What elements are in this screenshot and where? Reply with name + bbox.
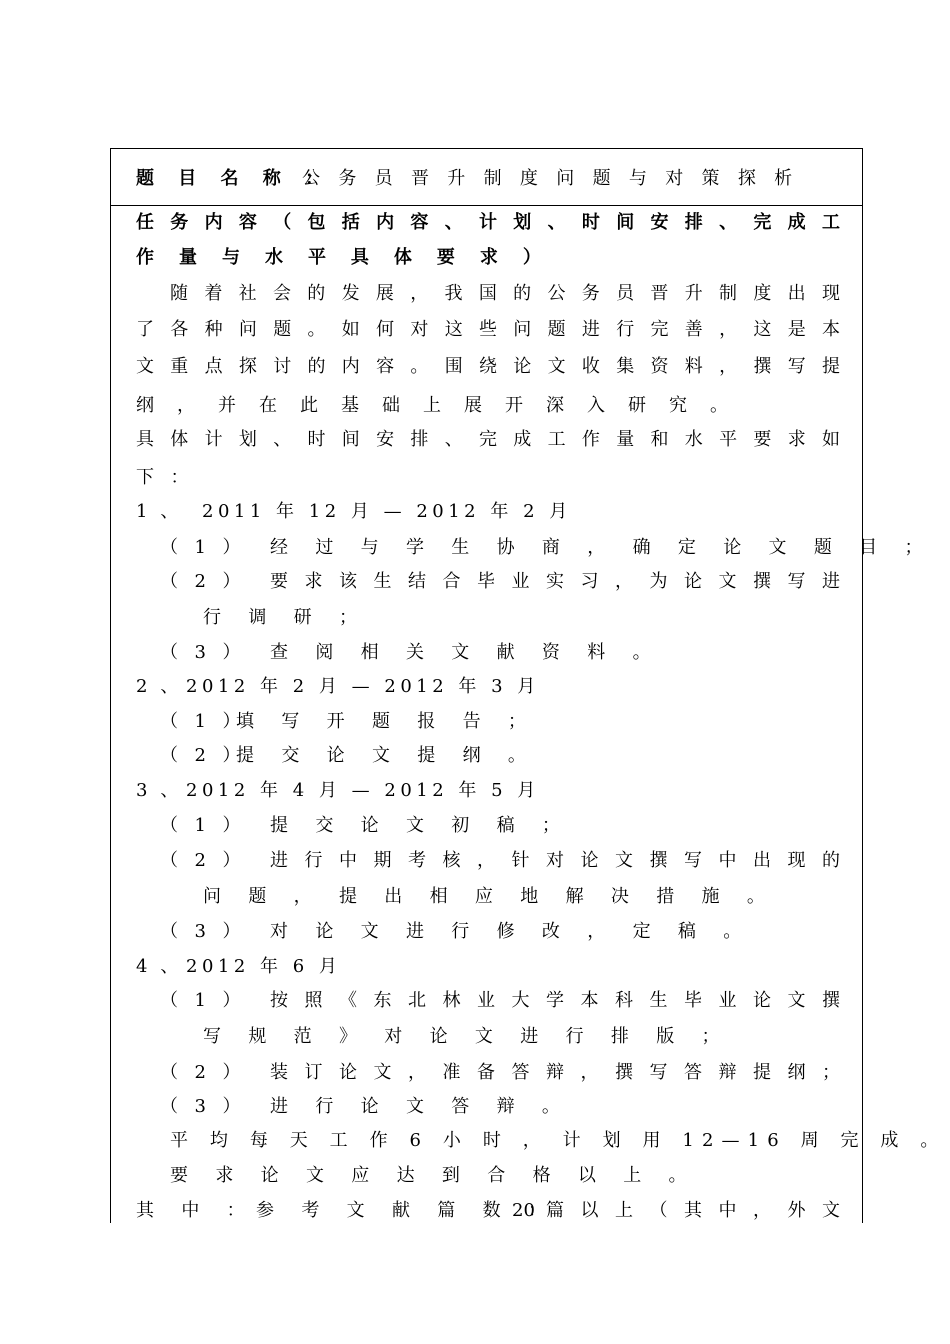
stage-1-item-1-text: 经 过 与 学 生 协 商 ， 确 定 论 文 题 目 ； bbox=[270, 537, 934, 558]
stage-2-item-1-mark: （ 1 ） bbox=[160, 711, 246, 732]
stage-4-item-2-mark: （ 2 ） bbox=[160, 1062, 246, 1083]
stage-2-item-2-mark: （ 2 ） bbox=[160, 745, 246, 766]
stage-1-item-2-mark: （ 2 ） bbox=[160, 571, 246, 592]
stage-1-number: 1 、 bbox=[136, 501, 182, 522]
stage-2-item-1-text: 填 写 开 题 报 告 ； bbox=[236, 711, 537, 732]
intro-line-2: 了 各 种 问 题 。 如 何 对 这 些 问 题 进 行 完 善 ， 这 是 本 bbox=[136, 319, 840, 340]
last-line-value: 20 篇 以 上 （ 其 中 ， 外 文 bbox=[512, 1200, 840, 1221]
stage-1-period: 2011 年 12 月 — 2012 年 2 月 bbox=[202, 501, 572, 522]
stage-3-item-2-text: 进 行 中 期 考 核 ， 针 对 论 文 撰 写 中 出 现 的 bbox=[270, 850, 840, 871]
stage-3-item-2-cont: 问 题 ， 提 出 相 应 地 解 决 措 施 。 bbox=[203, 886, 776, 907]
stage-1-item-2-text: 要 求 该 生 结 合 毕 业 实 习 ， 为 论 文 撰 写 进 bbox=[270, 571, 840, 592]
plan-intro-line-1: 具 体 计 划 、 时 间 安 排 、 完 成 工 作 量 和 水 平 要 求 如 bbox=[136, 429, 840, 450]
row-divider bbox=[110, 205, 863, 206]
stage-4-item-1-mark: （ 1 ） bbox=[160, 990, 246, 1011]
task-heading-line-1: 任 务 内 容 （ 包 括 内 容 、 计 划 、 时 间 安 排 、 完 成 工 bbox=[136, 212, 840, 233]
stage-3-item-3-mark: （ 3 ） bbox=[160, 921, 246, 942]
stage-4-item-3-text: 进 行 论 文 答 辩 。 bbox=[270, 1096, 571, 1117]
closing-line-1: 平 均 每 天 工 作 6 小 时 ， 计 划 用 12—16 周 完 成 。 bbox=[170, 1130, 947, 1151]
stage-3-item-1-mark: （ 1 ） bbox=[160, 815, 246, 836]
stage-4-item-1-text: 按 照 《 东 北 林 业 大 学 本 科 生 毕 业 论 文 撰 bbox=[270, 990, 840, 1011]
stage-4-item-3-mark: （ 3 ） bbox=[160, 1096, 246, 1117]
last-line-label: 其 中 ： bbox=[136, 1200, 256, 1221]
stage-4-item-1-cont: 写 规 范 》 对 论 文 进 行 排 版 ； bbox=[203, 1026, 731, 1047]
stage-4-item-2-text: 装 订 论 文 ， 准 备 答 辩 ， 撰 写 答 辩 提 纲 ； bbox=[270, 1062, 840, 1083]
intro-line-3: 文 重 点 探 讨 的 内 容 。 围 绕 论 文 收 集 资 料 ， 撰 写 提 bbox=[136, 356, 840, 377]
plan-intro-line-2: 下 ： bbox=[136, 467, 194, 488]
intro-line-1: 随 着 社 会 的 发 展 ， 我 国 的 公 务 员 晋 升 制 度 出 现 bbox=[170, 283, 840, 304]
closing-line-2: 要 求 论 文 应 达 到 合 格 以 上 。 bbox=[170, 1165, 698, 1186]
stage-2-period: 2012 年 2 月 — 2012 年 3 月 bbox=[186, 676, 540, 697]
stage-4-period: 2012 年 6 月 bbox=[186, 956, 342, 977]
stage-3-item-3-text: 对 论 文 进 行 修 改 ， 定 稿 。 bbox=[270, 921, 753, 942]
stage-3-item-2-mark: （ 2 ） bbox=[160, 850, 246, 871]
stage-1-item-2-cont: 行 调 研 ； bbox=[203, 607, 368, 628]
stage-3-period: 2012 年 4 月 — 2012 年 5 月 bbox=[186, 780, 540, 801]
stage-3-item-1-text: 提 交 论 文 初 稿 ； bbox=[270, 815, 571, 836]
stage-1-item-1-mark: （ 1 ） bbox=[160, 537, 246, 558]
stage-1-item-3-mark: （ 3 ） bbox=[160, 642, 246, 663]
title-label: 题 目 名 称 ： bbox=[136, 168, 333, 189]
task-heading-line-2: 作 量 与 水 平 具 体 要 求 ） bbox=[136, 247, 551, 268]
stage-2-item-2-text: 提 交 论 文 提 纲 。 bbox=[236, 745, 537, 766]
last-line-text: 参 考 文 献 篇 数 ： bbox=[256, 1200, 557, 1221]
thesis-title: 公 务 员 晋 升 制 度 问 题 与 对 策 探 析 bbox=[302, 168, 799, 189]
stage-3-number: 3 、 bbox=[136, 780, 182, 801]
stage-4-number: 4 、 bbox=[136, 956, 182, 977]
stage-1-item-3-text: 查 阅 相 关 文 献 资 料 。 bbox=[270, 642, 662, 663]
stage-2-number: 2 、 bbox=[136, 676, 182, 697]
intro-line-4: 纲 ， 并 在 此 基 础 上 展 开 深 入 研 究 。 bbox=[136, 395, 737, 416]
